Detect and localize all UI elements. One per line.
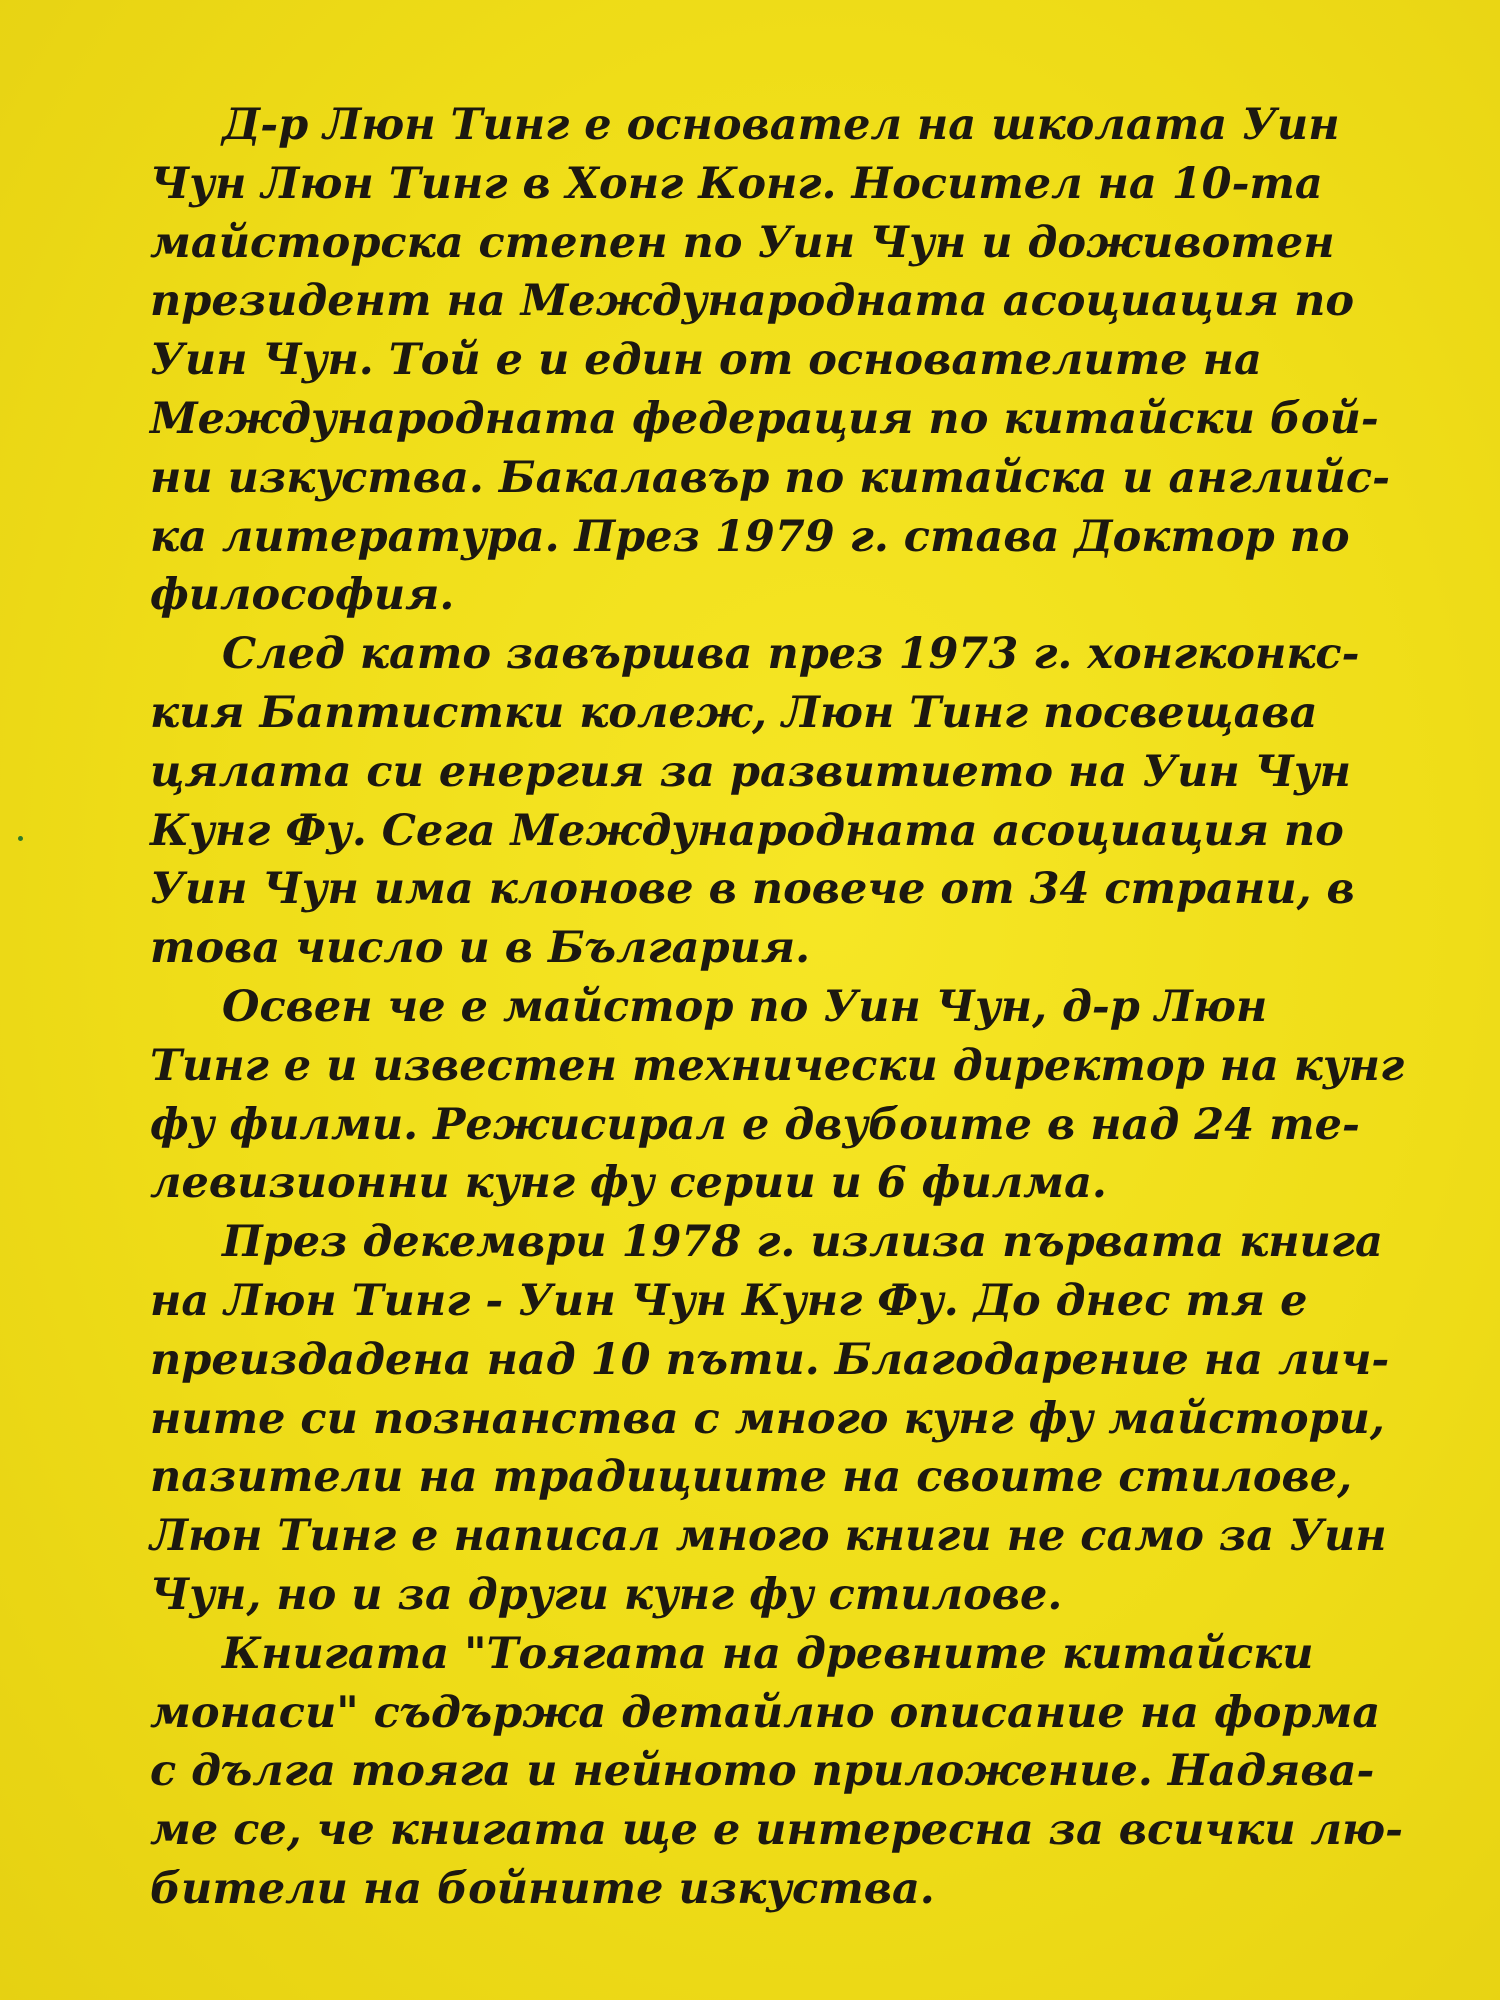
text-line: ме се, че книгата ще е интересна за всички лю- [150,1805,1403,1856]
text-line: ните си познанства с много кунг фу майстори, [150,1393,1385,1444]
text-line: ни изкуства. Бакалавър по китайска и английс- [150,452,1390,503]
biography-text [150,96,1405,1919]
text-line: цялата си енергия за развитието на Уин Чун [150,746,1352,797]
text-line: президент на Международната асоциация по [150,276,1355,327]
text-line: Уин Чун. Той е и един от основателите на [150,335,1262,386]
green-speck [18,836,23,841]
text-line: кия Баптистки колеж, Люн Тинг посвещава [150,687,1318,738]
text-line: философия. [150,570,455,621]
paragraph-4 [150,1213,1390,1625]
paragraph-5 [150,1625,1403,1919]
text-line: След като завършва през 1973 г. хонгконкс- [222,629,1360,680]
paragraph-3 [150,978,1405,1213]
text-line: на Люн Тинг - Уин Чун Кунг Фу. До днес тя е [150,1275,1308,1326]
text-line: левизионни кунг фу серии и 6 филма. [150,1158,1107,1209]
paragraph-1 [150,96,1390,625]
text-line: През декември 1978 г. излиза първата книга [222,1217,1383,1268]
text-line: Уин Чун има клонове в повече от 34 страни, в [150,864,1355,915]
text-line: Кунг Фу. Сега Международната асоциация по [150,805,1344,856]
paragraph-2 [150,625,1360,978]
text-line: Чун Люн Тинг в Хонг Конг. Носител на 10-та [150,158,1323,209]
text-line: Тинг е и известен технически директор на кунг [150,1040,1405,1091]
text-line: ка литература. През 1979 г. става Доктор по [150,511,1350,562]
text-line: пазители на традициите на своите стилове, [150,1452,1353,1503]
text-line: Международната федерация по китайски бой- [150,393,1379,444]
text-line: преиздадена над 10 пъти. Благодарение на лич- [150,1334,1390,1385]
text-line: това число и в България. [150,923,811,974]
text-line: майсторска степен по Уин Чун и доживотен [150,217,1335,268]
text-line: Люн Тинг е написал много книги не само за Уин [150,1511,1387,1562]
text-line: Освен че е майстор по Уин Чун, д-р Люн [222,981,1268,1032]
text-line: Д-р Люн Тинг е основател на школата Уин [222,100,1340,150]
text-line: фу филми. Режисирал е двубоите в над 24 те- [150,1099,1360,1150]
text-line: Книгата "Тоягата на древните китайски [222,1628,1314,1679]
text-line: бители на бойните изкуства. [150,1863,935,1914]
text-line: с дълга тояга и нейното приложение. Надява- [150,1746,1375,1797]
text-line: монаси" съдържа детайлно описание на форма [150,1687,1381,1738]
text-line: Чун, но и за други кунг фу стилове. [150,1569,1063,1620]
